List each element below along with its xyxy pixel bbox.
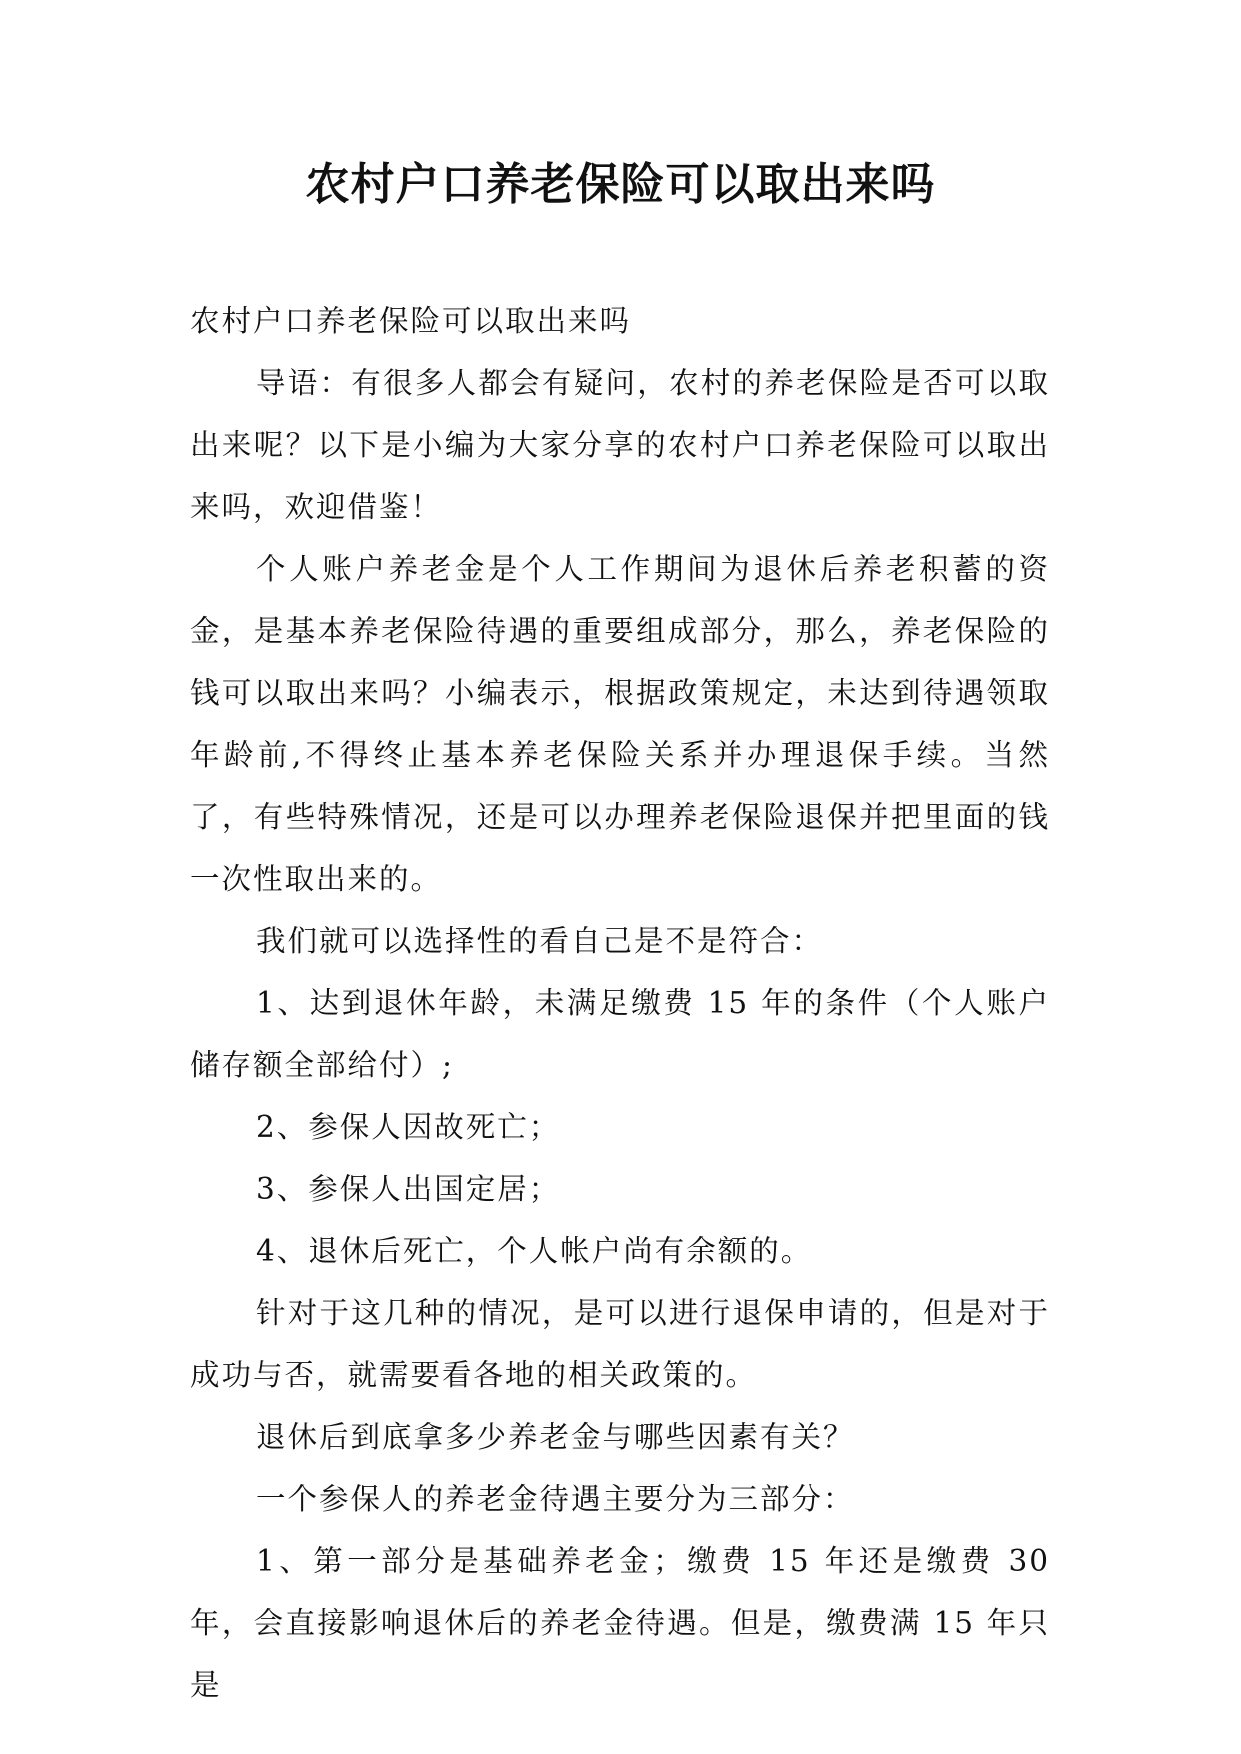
paragraph-refund-note: 针对于这几种的情况，是可以进行退保申请的，但是对于成功与否，就需要看各地的相关政策的。 xyxy=(190,1296,1050,1392)
document-body xyxy=(190,290,1050,1716)
body-heading: 农村户口养老保险可以取出来吗 xyxy=(190,304,632,338)
paragraph-pension-account: 个人账户养老金是个人工作期间为退休后养老积蓄的资金，是基本养老保险待遇的重要组成部分，那么，养老保险的钱可以取出来吗？小编表示，根据政策规定，未达到待遇领取年龄前,不得终止基本养老保险关系并办理退保手续。当然了，有些特殊情况，还是可以办理养老保险退保并把里面的钱一次性取出来的。 xyxy=(190,552,1050,896)
paragraph-question: 退休后到底拿多少养老金与哪些因素有关？ xyxy=(256,1420,855,1454)
paragraph-three-parts: 一个参保人的养老金待遇主要分为三部分： xyxy=(256,1482,855,1516)
list-item-2: 2、参保人因故死亡； xyxy=(256,1110,561,1144)
list-item-1: 1、达到退休年龄，未满足缴费 15 年的条件（个人账户储存额全部给付）; xyxy=(190,986,1050,1082)
list-item-4: 4、退休后死亡，个人帐户尚有余额的。 xyxy=(256,1234,813,1268)
document-title: 农村户口养老保险可以取出来吗 xyxy=(305,159,936,210)
paragraph-conditions-lead: 我们就可以选择性的看自己是不是符合： xyxy=(256,924,824,958)
paragraph-intro: 导语：有很多人都会有疑问，农村的养老保险是否可以取出来呢？以下是小编为大家分享的农村户口养老保险可以取出来吗，欢迎借鉴！ xyxy=(190,366,1050,524)
list-item-3: 3、参保人出国定居； xyxy=(256,1172,561,1206)
paragraph-part-one: 1、第一部分是基础养老金；缴费 15 年还是缴费 30 年，会直接影响退休后的养老金待遇。但是，缴费满 15 年只是 xyxy=(190,1544,1050,1702)
